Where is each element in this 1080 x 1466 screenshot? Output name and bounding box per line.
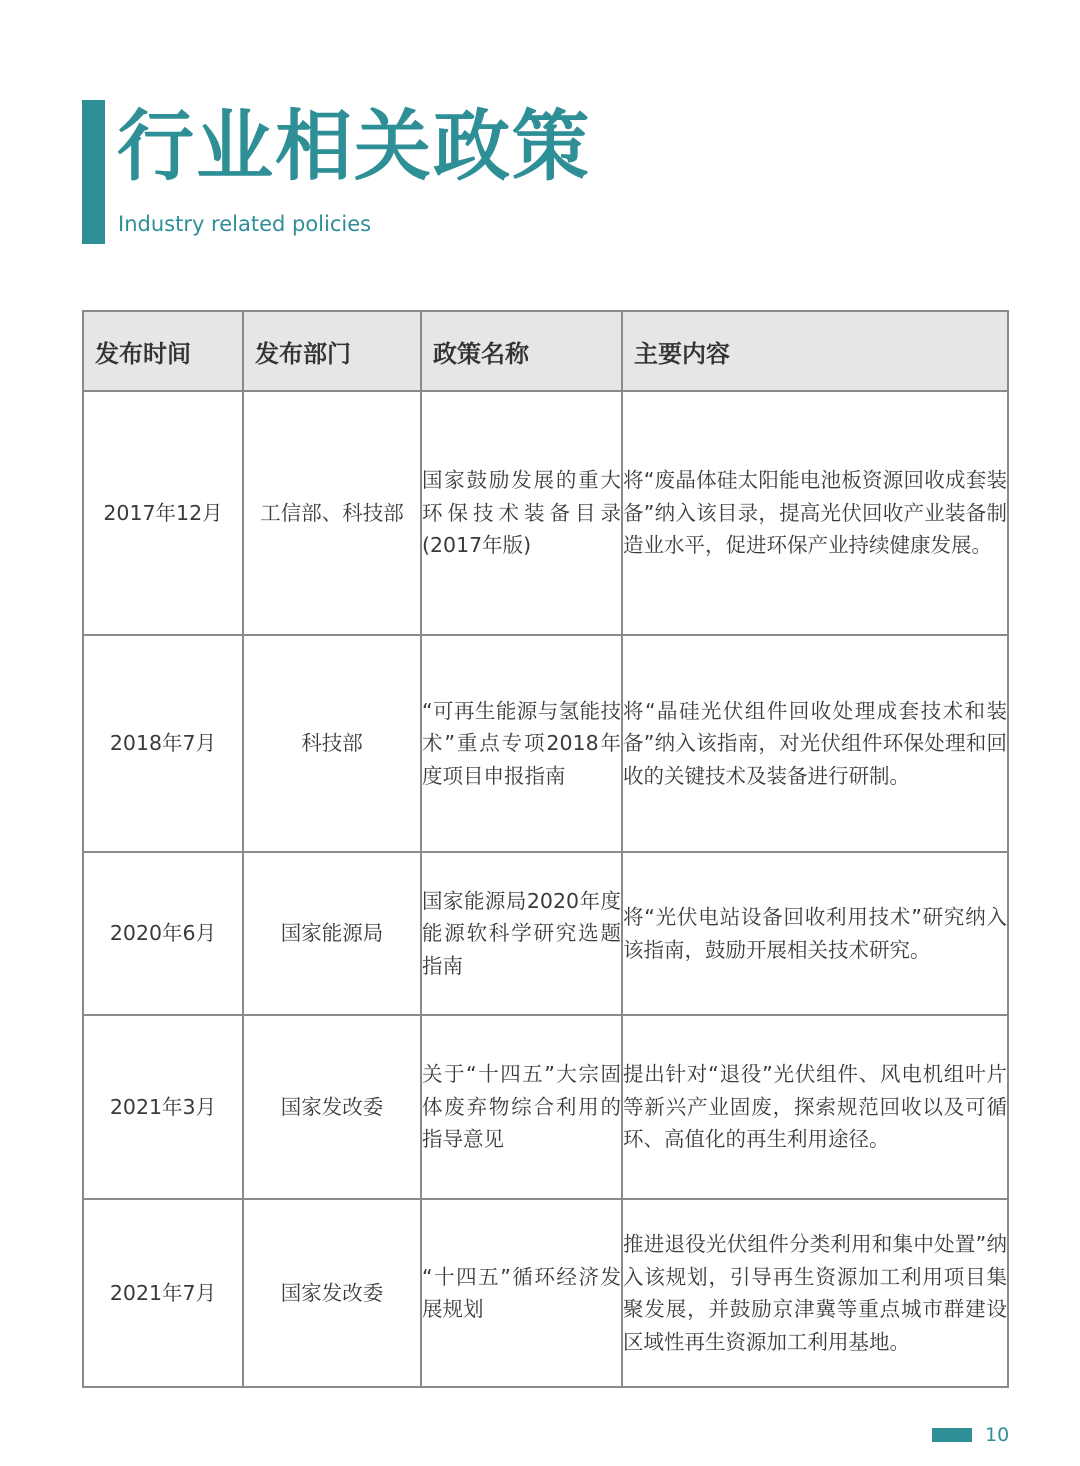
cell-policy: 国家能源局2020年度能源软科学研究选题指南 [421, 852, 622, 1015]
column-header-policy: 政策名称 [421, 311, 622, 391]
cell-content: 将“光伏电站设备回收利用技术”研究纳入该指南，鼓励开展相关技术研究。 [622, 852, 1008, 1015]
cell-date: 2021年3月 [83, 1015, 243, 1199]
cell-policy: 国家鼓励发展的重大环保技术装备目录(2017年版) [421, 391, 622, 635]
cell-content: 将“废晶体硅太阳能电池板资源回收成套装备”纳入该目录，提高光伏回收产业装备制造业水平，促进环保产业持续健康发展。 [622, 391, 1008, 635]
table-header-row [83, 311, 1008, 391]
cell-date: 2021年7月 [83, 1199, 243, 1387]
table-row [83, 852, 1008, 1015]
cell-date: 2018年7月 [83, 635, 243, 852]
page-number: 10 [985, 1424, 1010, 1446]
column-header-date: 发布时间 [83, 311, 243, 391]
page-number-marker [932, 1428, 972, 1442]
cell-policy: 关于“十四五”大宗固体废弃物综合利用的指导意见 [421, 1015, 622, 1199]
cell-date: 2017年12月 [83, 391, 243, 635]
cell-content: 将“晶硅光伏组件回收处理成套技术和装备”纳入该指南，对光伏组件环保处理和回收的关键技术及装备进行研制。 [622, 635, 1008, 852]
column-header-department: 发布部门 [243, 311, 421, 391]
page-title: 行业相关政策 [117, 103, 591, 192]
table-row [83, 391, 1008, 635]
table-row [83, 635, 1008, 852]
cell-department: 国家能源局 [243, 852, 421, 1015]
cell-department: 工信部、科技部 [243, 391, 421, 635]
policy-table [82, 310, 1009, 1388]
table-row [83, 1015, 1008, 1199]
title-accent-bar [82, 100, 105, 244]
cell-content: 提出针对“退役”光伏组件、风电机组叶片等新兴产业固废，探索规范回收以及可循环、高值化的再生利用途径。 [622, 1015, 1008, 1199]
cell-policy: “十四五”循环经济发展规划 [421, 1199, 622, 1387]
cell-content: 推进退役光伏组件分类利用和集中处置”纳入该规划，引导再生资源加工利用项目集聚发展，并鼓励京津冀等重点城市群建设区域性再生资源加工利用基地。 [622, 1199, 1008, 1387]
cell-department: 国家发改委 [243, 1015, 421, 1199]
cell-policy: “可再生能源与氢能技术”重点专项2018年度项目申报指南 [421, 635, 622, 852]
cell-department: 国家发改委 [243, 1199, 421, 1387]
cell-date: 2020年6月 [83, 852, 243, 1015]
cell-department: 科技部 [243, 635, 421, 852]
page-subtitle: Industry related policies [118, 212, 372, 236]
table-row [83, 1199, 1008, 1387]
column-header-content: 主要内容 [622, 311, 1008, 391]
